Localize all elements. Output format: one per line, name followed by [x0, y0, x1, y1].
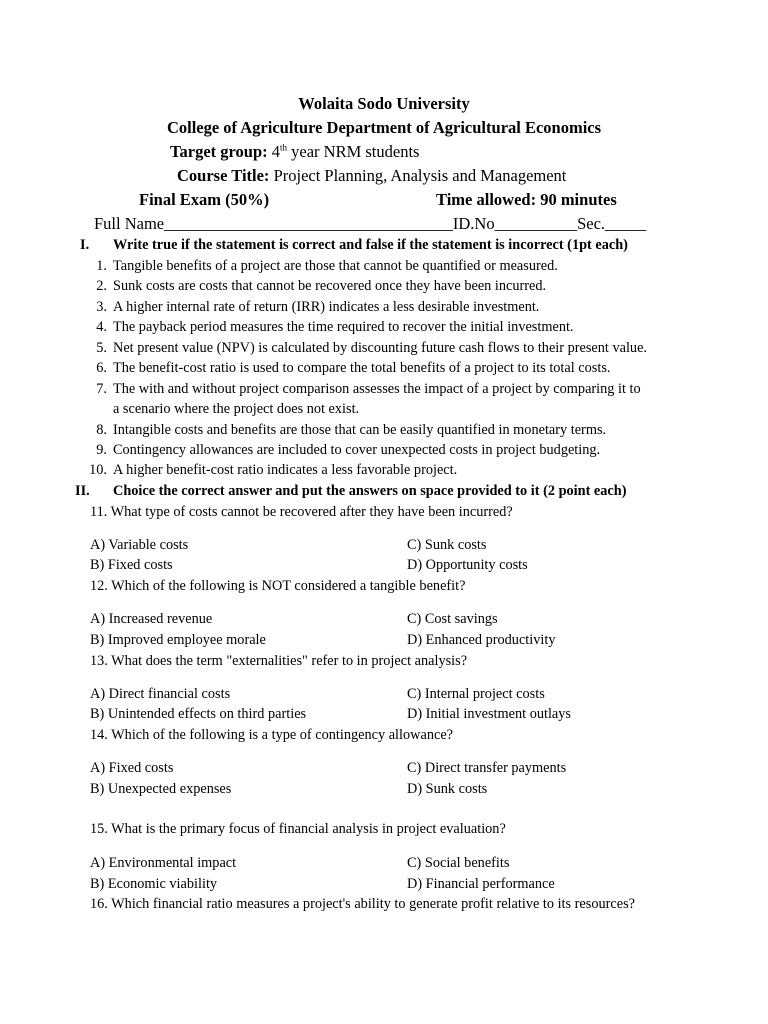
list-item: 6. The benefit-cost ratio is used to compare the total benefits of a project to its total costs. — [96, 360, 611, 376]
list-item: 1. Tangible benefits of a project are those that cannot be quantified or measured. — [96, 258, 558, 274]
question-text: 12. Which of the following is NOT considered a tangible benefit? — [90, 578, 466, 594]
target-group-value: year NRM students — [291, 142, 420, 161]
section-title-2: Choice the correct answer and put the answers on space provided to it (2 point each) — [113, 483, 627, 499]
question-text: 13. What does the term "externalities" refer to in project analysis? — [90, 653, 468, 669]
course-title-label: Course Title: — [177, 166, 270, 185]
option-a: A) Direct financial costs — [90, 686, 231, 702]
list-item: 5. Net present value (NPV) is calculated by discounting future cash flows to their present value. — [96, 340, 647, 356]
target-group-sup: th — [280, 142, 288, 153]
final-exam: Final Exam (50%) — [139, 190, 270, 209]
question-text: 16. Which financial ratio measures a project's ability to generate profit relative to its resources? — [90, 896, 635, 912]
option-c: C) Social benefits — [407, 855, 510, 871]
university-name: Wolaita Sodo University — [298, 94, 470, 113]
question-text: 15. What is the primary focus of financial analysis in project evaluation? — [90, 821, 506, 837]
section-numeral-1: I. — [80, 237, 90, 253]
section-numeral-2: II. — [75, 483, 90, 499]
option-d: D) Sunk costs — [407, 781, 488, 797]
option-a: A) Fixed costs — [90, 760, 174, 776]
list-item: 2. Sunk costs are costs that cannot be recovered once they have been incurred. — [96, 278, 547, 294]
list-item-continuation: a scenario where the project does not exist. — [113, 401, 360, 417]
option-d: D) Financial performance — [407, 876, 555, 892]
question-text: 11. What type of costs cannot be recovered after they have been incurred? — [90, 504, 513, 520]
option-c: C) Internal project costs — [407, 686, 545, 702]
college-name: College of Agriculture Department of Agricultural Economics — [166, 118, 602, 137]
list-item: 10. A higher benefit-cost ratio indicates a less favorable project. — [89, 462, 458, 478]
list-item: 7. The with and without project comparison assesses the impact of a project by comparing it to — [96, 381, 641, 397]
target-group-label: Target group: — [170, 142, 268, 161]
target-group-year: 4 — [271, 142, 281, 161]
option-b: B) Improved employee morale — [90, 632, 266, 648]
option-d: D) Enhanced productivity — [407, 632, 556, 648]
option-b: B) Economic viability — [90, 876, 218, 892]
section-title-1: Write true if the statement is correct and false if the statement is incorrect (1pt each) — [113, 237, 628, 253]
target-group — [170, 142, 419, 162]
list-item: 4. The payback period measures the time required to recover the initial investment. — [96, 319, 574, 335]
list-item: 8. Intangible costs and benefits are those that can be easily quantified in monetary terms. — [96, 422, 607, 438]
option-b: B) Fixed costs — [90, 557, 173, 573]
question-text: 14. Which of the following is a type of contingency allowance? — [90, 727, 454, 743]
time-allowed: Time allowed: 90 minutes — [436, 190, 617, 209]
option-d: D) Initial investment outlays — [407, 706, 571, 722]
option-c: C) Sunk costs — [407, 537, 487, 553]
option-c: C) Direct transfer payments — [407, 760, 567, 776]
option-a: A) Variable costs — [90, 537, 189, 553]
option-a: A) Increased revenue — [90, 611, 213, 627]
course-title — [177, 166, 566, 186]
full-name-line: Full Name___________________________________ID.No__________Sec._____ — [94, 214, 647, 233]
list-item: 3. A higher internal rate of return (IRR) indicates a less desirable investment. — [96, 299, 540, 315]
option-d: D) Opportunity costs — [407, 557, 528, 573]
option-b: B) Unintended effects on third parties — [90, 706, 307, 722]
list-item: 9. Contingency allowances are included to cover unexpected costs in project budgeting. — [96, 442, 601, 458]
course-title-value: Project Planning, Analysis and Management — [273, 166, 567, 185]
option-b: B) Unexpected expenses — [90, 781, 232, 797]
option-c: C) Cost savings — [407, 611, 498, 627]
option-a: A) Environmental impact — [90, 855, 237, 871]
